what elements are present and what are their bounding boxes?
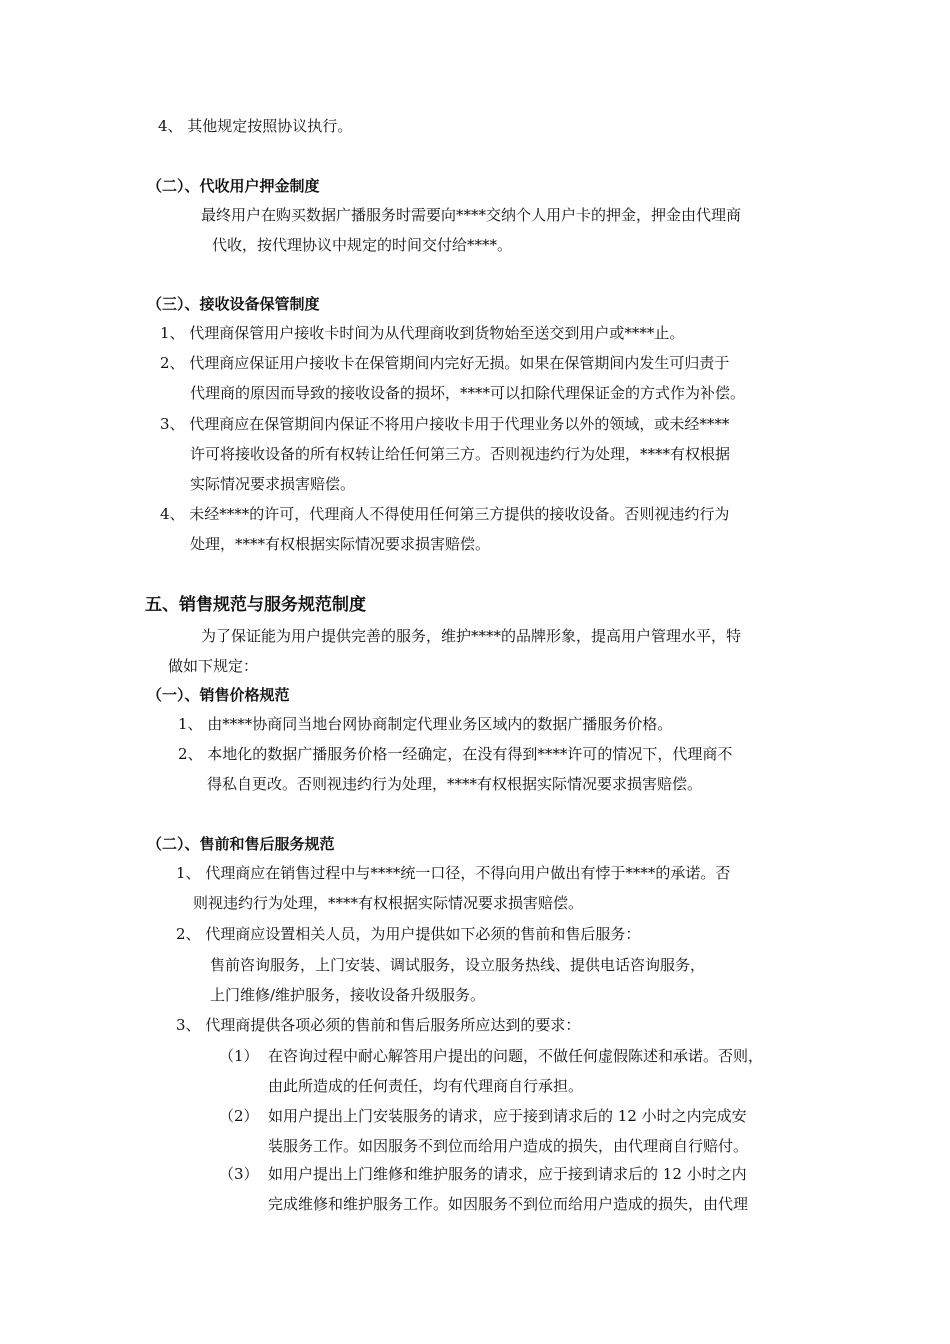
list-item: 2、 本地化的数据广播服务价格一经确定，在没有得到****许可的情况下，代理商不: [178, 745, 733, 763]
sub-item-text: 装服务工作。如因服务不到位而给用户造成的损失，由代理商自行赔付。: [268, 1137, 749, 1155]
sub-item-text: 由此所造成的任何责任，均有代理商自行承担。: [268, 1077, 584, 1095]
paragraph-line: 代收，按代理协议中规定的时间交付给****。: [212, 236, 513, 254]
list-item: 1、 代理商应在销售过程中与****统一口径，不得向用户做出有悖于****的承诺。否: [176, 864, 731, 882]
section-heading: （二）、售前和售后服务规范: [147, 835, 335, 853]
sub-item-number: （1）: [219, 1047, 259, 1065]
paragraph-line: 最终用户在购买数据广播服务时需要向****交纳个人用户卡的押金，押金由代理商: [201, 206, 742, 224]
sub-item-text: 如用户提出上门维修和维护服务的请求，应于接到请求后的 12 小时之内: [268, 1165, 747, 1183]
section-heading: （二）、代收用户押金制度: [147, 177, 320, 195]
list-item: 4、 未经****的许可，代理商人不得使用任何第三方提供的接收设备。否则视违约行为: [160, 505, 730, 523]
list-item-continuation: 售前咨询服务，上门安装、调试服务，设立服务热线、提供电话咨询服务，: [210, 956, 706, 974]
list-item-continuation: 代理商的原因而导致的接收设备的损坏，****可以扣除代理保证金的方式作为补偿。: [190, 384, 746, 402]
sub-item-text: 如用户提出上门安装服务的请求，应于接到请求后的 12 小时之内完成安: [268, 1107, 747, 1125]
list-item-continuation: 则视违约行为处理，****有权根据实际情况要求损害赔偿。: [193, 894, 584, 912]
list-item: 1、 代理商保管用户接收卡时间为从代理商收到货物始至送交到用户或****止。: [160, 324, 685, 342]
chapter-heading: 五、销售规范与服务规范制度: [145, 595, 366, 615]
section-heading: （三）、接收设备保管制度: [147, 295, 320, 313]
paragraph-line: 为了保证能为用户提供完善的服务，维护****的品牌形象，提高用户管理水平，特: [201, 627, 742, 645]
list-item: 3、 代理商提供各项必须的售前和售后服务所应达到的要求：: [176, 1016, 581, 1034]
list-item: 4、 其他规定按照协议执行。: [158, 117, 353, 135]
list-item: 2、 代理商应保证用户接收卡在保管期间内完好无损。如果在保管期间内发生可归责于: [160, 354, 730, 372]
sub-item-text: 完成维修和维护服务工作。如因服务不到位而给用户造成的损失，由代理: [268, 1195, 749, 1213]
list-item: 2、 代理商应设置相关人员，为用户提供如下必须的售前和售后服务：: [176, 925, 641, 943]
list-item-continuation: 实际情况要求损害赔偿。: [190, 475, 356, 493]
list-item-continuation: 得私自更改。否则视违约行为处理，****有权根据实际情况要求损害赔偿。: [207, 775, 703, 793]
list-item-continuation: 上门维修/维护服务，接收设备升级服务。: [210, 986, 486, 1004]
sub-item-number: （3）: [219, 1165, 259, 1183]
section-heading: （一）、销售价格规范: [147, 686, 290, 704]
list-item-continuation: 许可将接收设备的所有权转让给任何第三方。否则视违约行为处理，****有权根据: [190, 445, 731, 463]
sub-item-text: 在咨询过程中耐心解答用户提出的问题，不做任何虚假陈述和承诺。否则，: [268, 1047, 764, 1065]
list-item-continuation: 处理，****有权根据实际情况要求损害赔偿。: [190, 535, 491, 553]
sub-item-number: （2）: [219, 1107, 259, 1125]
list-item: 3、 代理商应在保管期间内保证不将用户接收卡用于代理业务以外的领域，或未经****: [160, 415, 730, 433]
paragraph-line: 做如下规定：: [168, 657, 259, 675]
list-item: 1、 由****协商同当地台网协商制定代理业务区域内的数据广播服务价格。: [178, 715, 673, 733]
